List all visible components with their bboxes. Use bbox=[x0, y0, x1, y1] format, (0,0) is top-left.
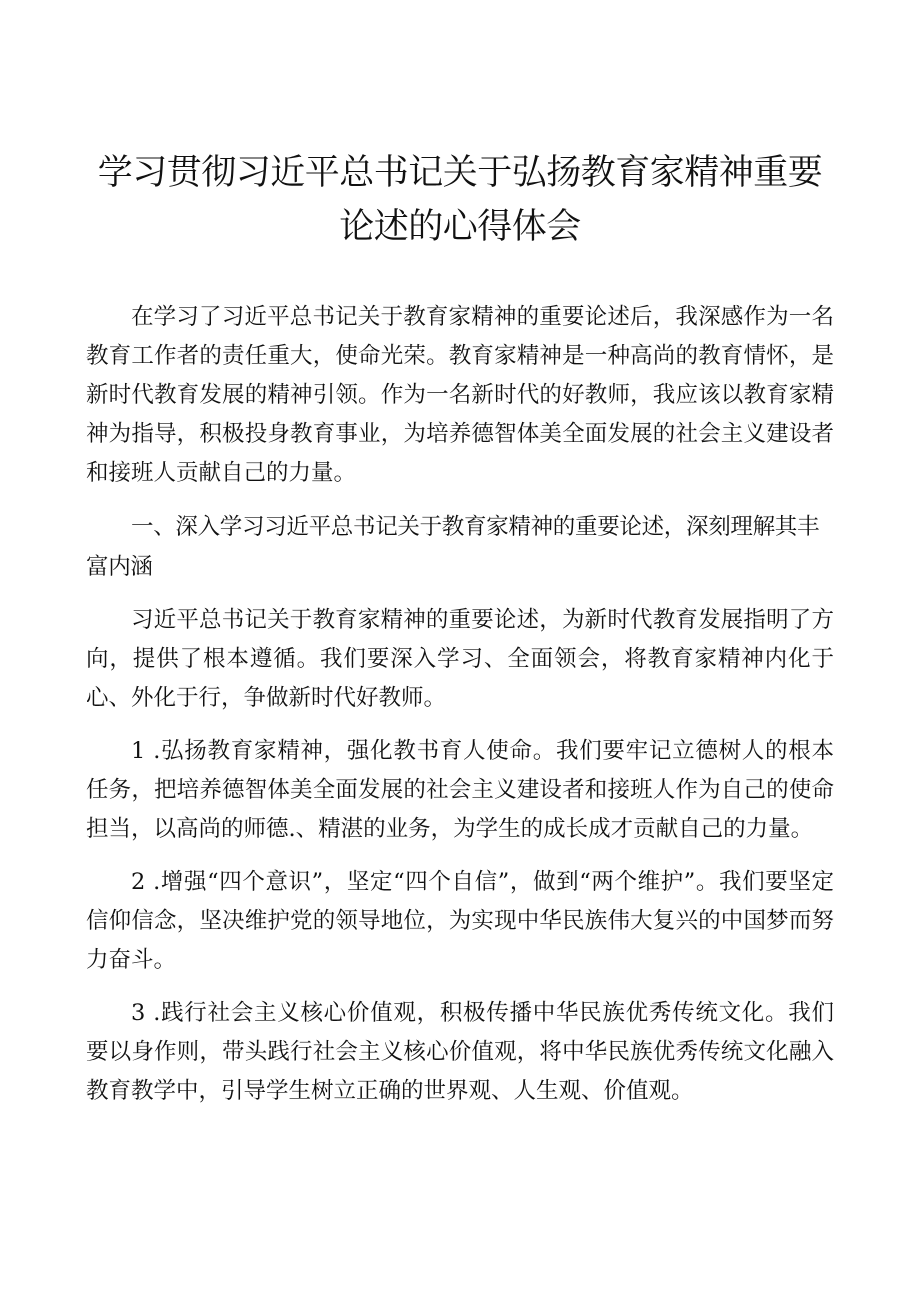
section-1-paragraph: 习近平总书记关于教育家精神的重要论述，为新时代教育发展指明了方向，提供了根本遵循。我们要深入学习、全面领会，将教育家精神内化于心、外化于行，争做新时代好教师。 bbox=[86, 607, 834, 711]
intro-paragraph: 在学习了习近平总书记关于教育家精神的重要论述后，我深感作为一名教育工作者的责任重大，使命光荣。教育家精神是一种高尚的教育情怀，是新时代教育发展的精神引领。作为一名新时代的好教师，我应该以教育家精神为指导，积极投身教育事业，为培养德智体美全面发展的社会主义建设者和接班人贡献自己的力量。 bbox=[86, 304, 834, 486]
title-line-2: 论述的心得体会 bbox=[339, 207, 581, 247]
document-title bbox=[86, 146, 834, 254]
list-item-1: 1 .弘扬教育家精神，强化教书育人使命。我们要牢记立德树人的根本任务，把培养德智体美全面发展的社会主义建设者和接班人作为自己的使命担当，以高尚的师德.、精湛的业务，为学生的成长成才贡献自己的力量。 bbox=[86, 738, 834, 842]
title-line-1: 学习贯彻习近平总书记关于弘扬教育家精神重要 bbox=[97, 153, 823, 193]
section-1-heading: 一、深入学习习近平总书记关于教育家精神的重要论述，深刻理解其丰富内涵 bbox=[86, 514, 820, 580]
list-item-3: 3 .践行社会主义核心价值观，积极传播中华民族优秀传统文化。我们要以身作则，带头践行社会主义核心价值观，将中华民族优秀传统文化融入教育教学中，引导学生树立正确的世界观、人生观、价值观。 bbox=[86, 1000, 834, 1104]
list-item-2: 2 .增强“四个意识”，坚定“四个自信”，做到“两个维护”。我们要坚定信仰信念，坚决维护党的领导地位，为实现中华民族伟大复兴的中国梦而努力奋斗。 bbox=[86, 869, 834, 973]
